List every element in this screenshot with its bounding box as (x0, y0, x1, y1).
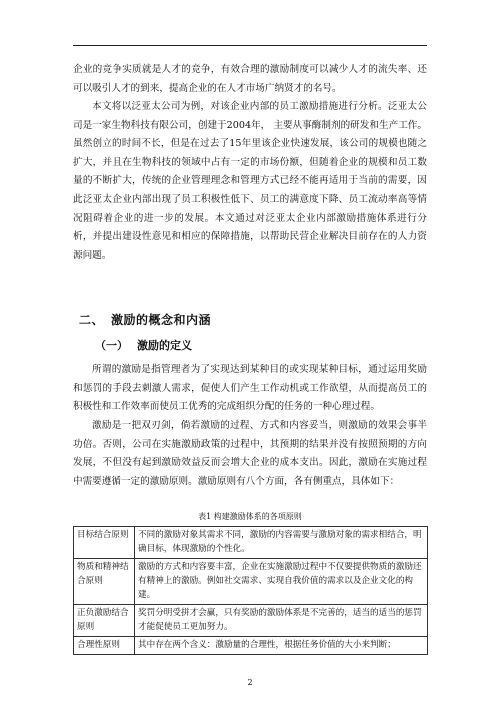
principle-desc: 其中存在两个含义：激励量的合理性，根据任务价值的大小来判断； (135, 637, 428, 655)
paragraph-3: 所谓的激励是指管理者为了实现达到某种目的或实现某种目标，通过运用奖励和惩罚的手段去刺激人需求，促使人们产生工作动机或工作欲望，从而提高员工的积极性和工作效率而使员工优秀的完成组织分配的任务的一种心理过程。 (73, 364, 427, 413)
table-row (74, 605, 428, 637)
paragraph-4: 激励是一把双刃剑，倘若激励的过程、方式和内容妥当，则激励的效果会事半功倍。否则，公司在实施激励政策的过程中，其预期的结果并没有按照预期的方向发展，不但没有起到激励效益反而会增大企业的成本支出。因此，激励在实施过程中需要遵循一定的激励原则。激励原则有八个方面，各有侧重点，具体如下： (73, 420, 427, 487)
table-row (74, 527, 428, 559)
principle-name: 物质和精神结合原则 (74, 559, 135, 605)
section-title: 激励的概念和内涵 (111, 313, 212, 327)
principle-desc: 不同的激励对象其需求不同，激励的内容需要与激励对象的需求相结合，明确目标，体现激励的个性化。 (135, 527, 428, 559)
principles-table (73, 526, 428, 655)
subsection-heading (95, 338, 395, 353)
principle-desc: 激励的方式和内容要丰富，企业在实施激励过程中不仅要提供物质的激励还有精神上的激励。例如社交需求、实现自我价值的需求以及企业文化的构建。 (135, 559, 428, 605)
principle-name: 正负激励结合原则 (74, 605, 135, 637)
table-row (74, 637, 428, 655)
table-caption: 表1 构建激励体系的各项原则 (198, 512, 302, 521)
subsection-number: （一） (95, 339, 128, 352)
principle-desc: 奖罚分明受拼才会赢，只有奖励的激励体系是不完善的，适当的适当的惩罚才能促使员工更加努力。 (135, 605, 428, 637)
section-heading (79, 312, 409, 328)
paragraph-1: 企业的竞争实质就是人才的竞争，有效合理的激励制度可以减少人才的流失率、还可以吸引人才的到来，提高企业的在人才市场广纳贤才的名号。 (73, 64, 427, 94)
principle-name: 合理性原则 (74, 637, 135, 655)
section-number: 二、 (79, 313, 105, 327)
paragraph-2: 本文将以泛亚太公司为例，对该企业内部的员工激励措施进行分析。泛亚太公司是一家生物科技有限公司，创建于2004年， 主要从事酶制剂的研发和生产工作。虽然创立的时间不长，但是在过去了15年里该企业快速发展，该公司的规模也随之扩大，并且在生物科技的领域中占有一定的市场份额，但随着企业的规模和员工数量的不断扩大，传统的企业管理理念和管理方式已经不能再适用于当前的需要，因此泛亚太企业内部出现了员工积极性低下、员工的满意度下降、员工流动率高等情况阻碍着企业的进一步的发展。本文通过对泛亚太企业内部激励措施体系进行分析，并提出建设性意见和相应的保障措施，以帮助民营企业解决目前存在的人力资源问题。 (73, 101, 427, 261)
subsection-title: 激励的定义 (137, 339, 192, 352)
table-row (74, 559, 428, 605)
page-number: 2 (247, 678, 253, 687)
principle-name: 目标结合原则 (74, 527, 135, 559)
header-rule (73, 45, 427, 46)
